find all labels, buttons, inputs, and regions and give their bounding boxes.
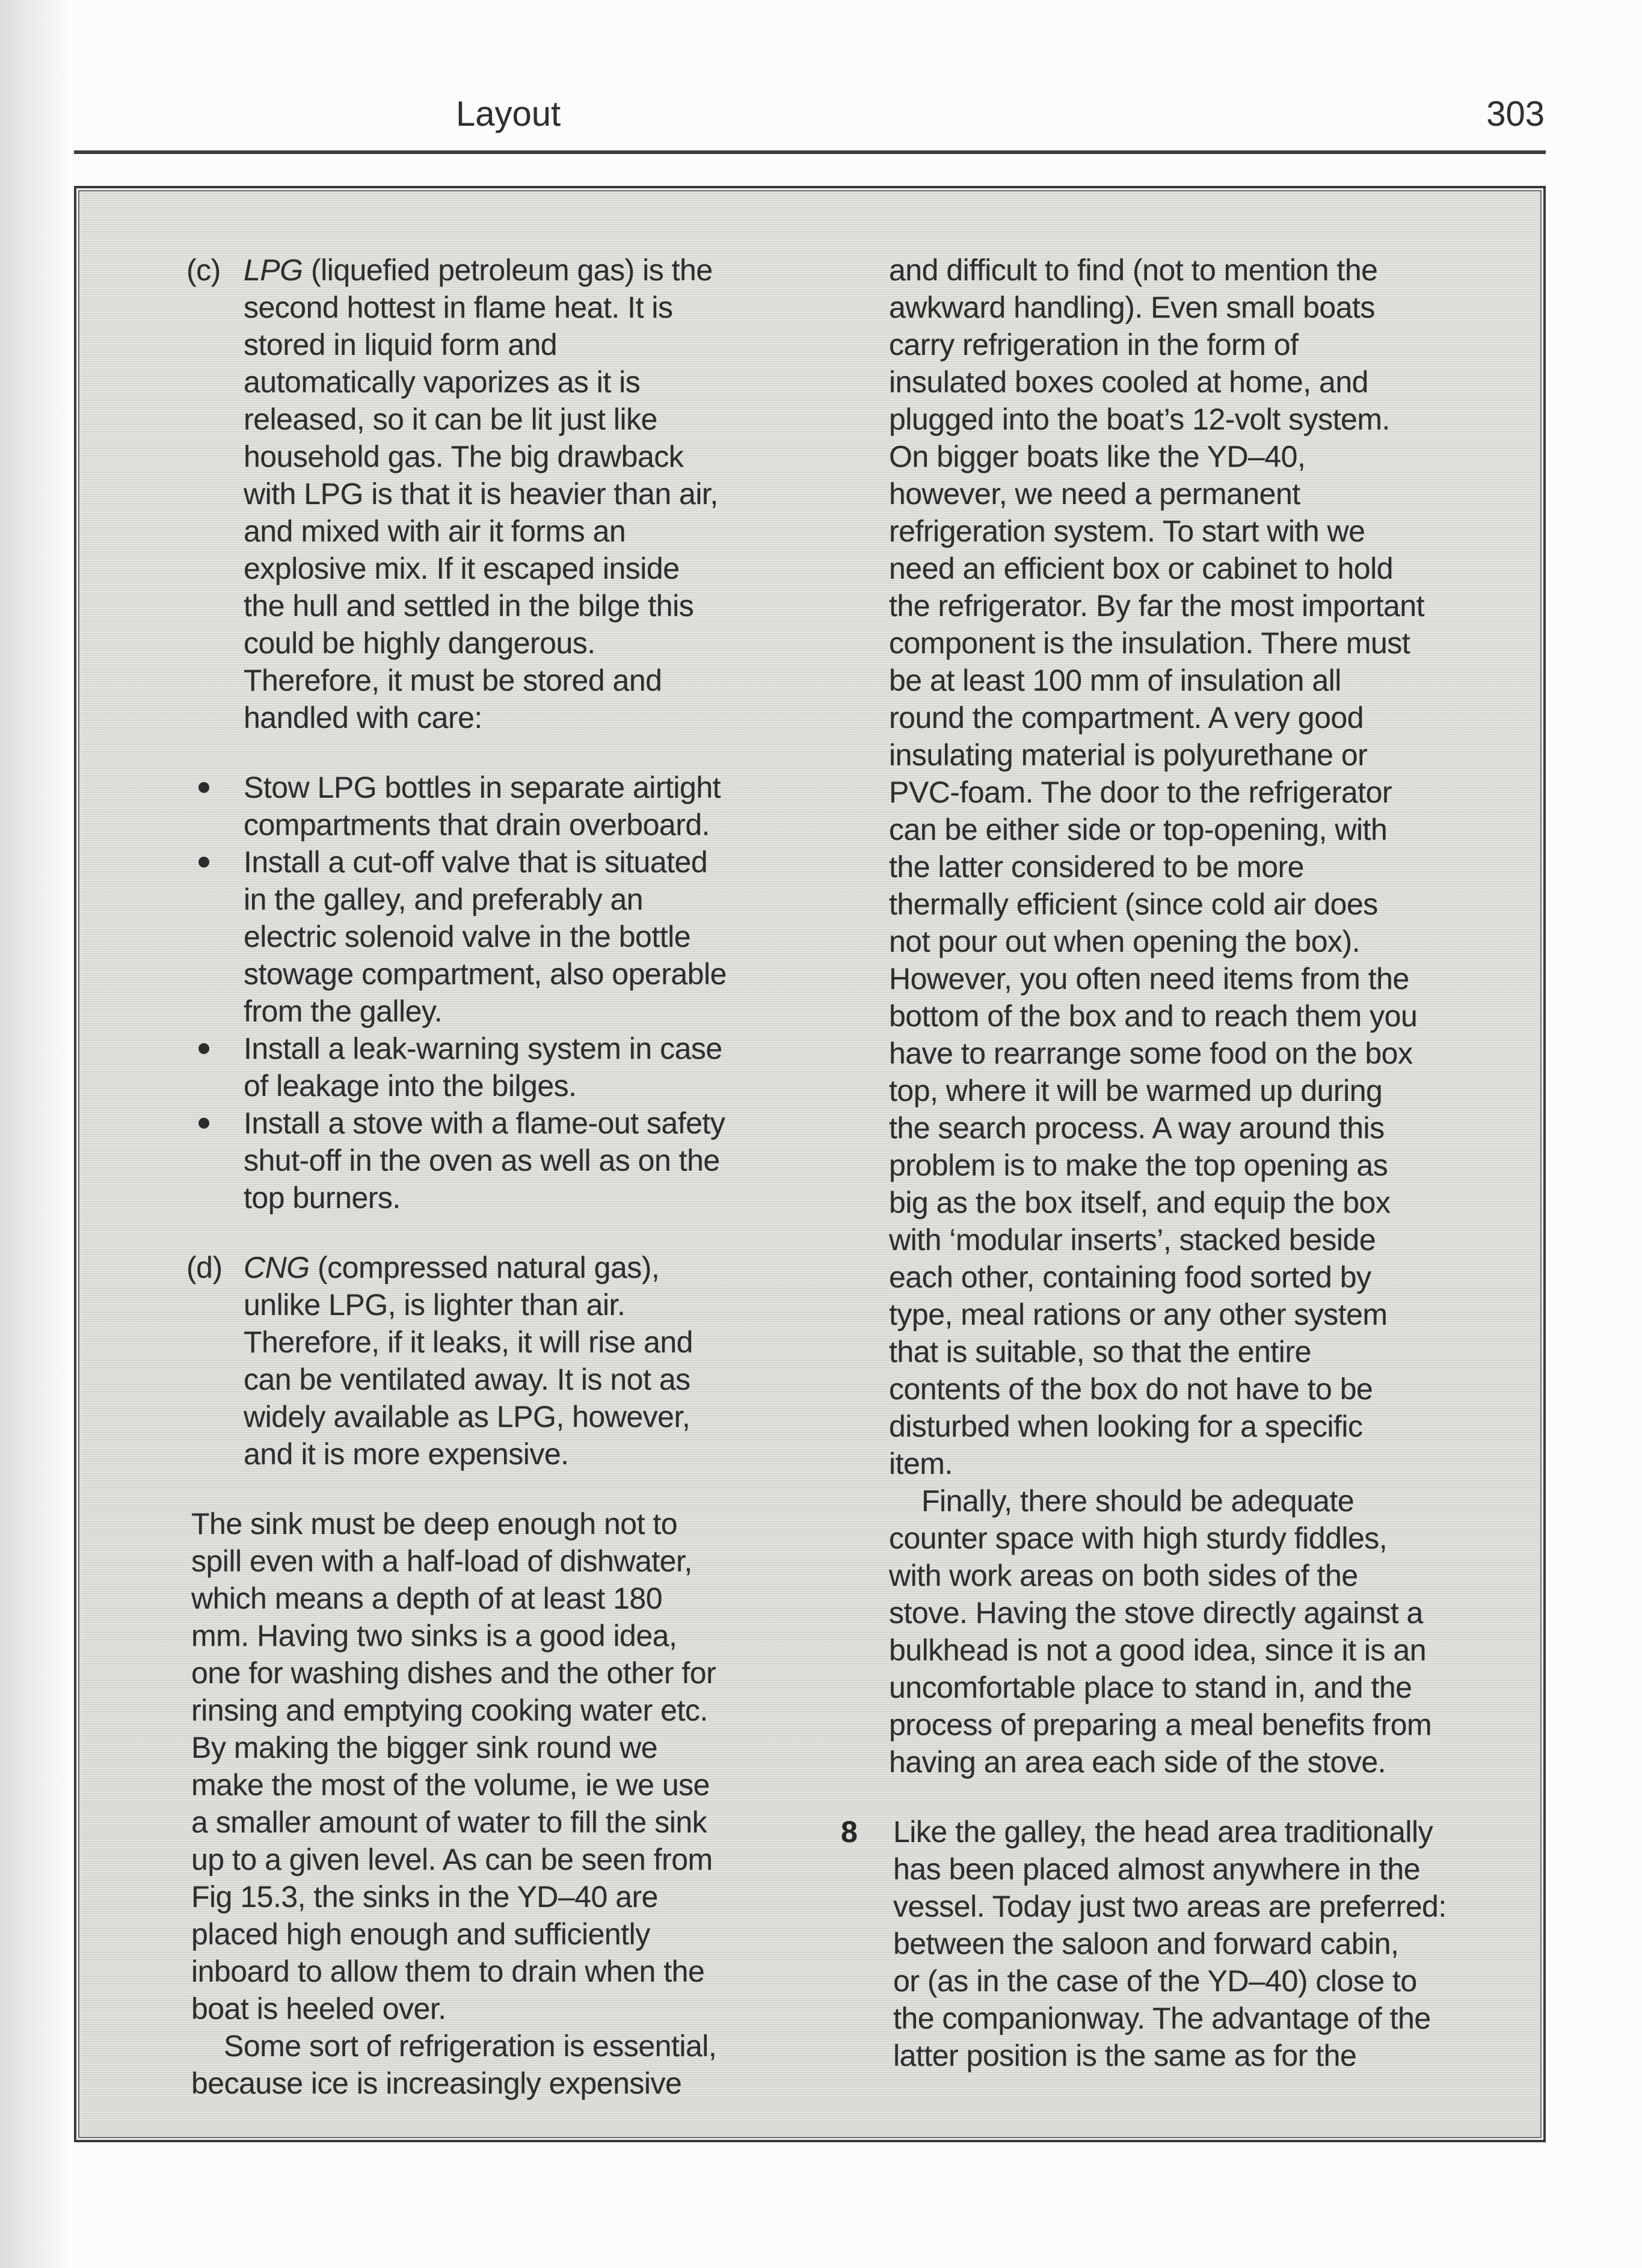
text-line bbox=[884, 923, 1540, 960]
bullet-icon bbox=[198, 1043, 209, 1054]
text-segment: in the galley, and preferably an bbox=[244, 883, 644, 916]
text-segment: with work areas on both sides of the bbox=[889, 1559, 1358, 1592]
text-segment: however, we need a permanent bbox=[889, 477, 1300, 511]
text-segment: second hottest in flame heat. It is bbox=[244, 291, 673, 324]
text-segment: or (as in the case of the YD–40) close to bbox=[893, 1964, 1417, 1998]
text-line bbox=[884, 662, 1540, 699]
text-segment: (compressed natural gas), bbox=[309, 1251, 660, 1284]
text-line bbox=[884, 774, 1540, 811]
text-segment: big as the box itself, and equip the box bbox=[889, 1186, 1391, 1219]
text-segment: stored in liquid form and bbox=[244, 328, 558, 362]
text-line bbox=[186, 1766, 866, 1804]
text-line bbox=[186, 1105, 866, 1142]
text-segment: electric solenoid valve in the bottle bbox=[244, 920, 691, 954]
text-line bbox=[186, 1654, 866, 1692]
text-segment: up to a given level. As can be seen from bbox=[191, 1843, 713, 1876]
text-line bbox=[884, 1035, 1540, 1072]
text-segment: a smaller amount of water to fill the sink bbox=[191, 1805, 707, 1839]
text-segment: placed high enough and sufficiently bbox=[191, 1917, 650, 1951]
text-line bbox=[884, 1888, 1540, 1925]
item-number: 8 bbox=[841, 1815, 858, 1849]
text-segment: Therefore, it must be stored and bbox=[244, 664, 662, 697]
text-line bbox=[186, 699, 866, 736]
text-segment: with LPG is that it is heavier than air, bbox=[244, 477, 718, 511]
bullet-icon bbox=[198, 1118, 209, 1129]
text-segment: rinsing and emptying cooking water etc. bbox=[191, 1693, 708, 1727]
text-segment: compartments that drain overboard. bbox=[244, 808, 710, 842]
header-rule bbox=[74, 150, 1546, 154]
text-segment: the latter considered to be more bbox=[889, 850, 1304, 884]
text-line bbox=[884, 1669, 1540, 1706]
italic-text: LPG bbox=[244, 253, 303, 287]
text-block-indent bbox=[884, 1482, 1540, 1781]
text-line bbox=[186, 587, 866, 624]
text-segment: top burners. bbox=[244, 1181, 401, 1215]
text-segment: Finally, there should be adequate bbox=[921, 1484, 1354, 1518]
text-line bbox=[884, 699, 1540, 736]
text-line bbox=[186, 1915, 866, 1953]
text-line bbox=[186, 1030, 866, 1067]
text-segment: PVC-foam. The door to the refrigerator bbox=[889, 775, 1392, 809]
text-line bbox=[186, 1841, 866, 1878]
text-segment: automatically vaporizes as it is bbox=[244, 365, 641, 399]
text-segment: household gas. The big drawback bbox=[244, 440, 684, 473]
text-line bbox=[884, 2000, 1540, 2037]
text-segment: which means a depth of at least 180 bbox=[191, 1582, 663, 1615]
text-segment: awkward handling). Even small boats bbox=[889, 291, 1375, 324]
text-line bbox=[186, 769, 866, 806]
text-line bbox=[884, 1370, 1540, 1408]
text-segment: that is suitable, so that the entire bbox=[889, 1335, 1311, 1369]
text-line bbox=[884, 251, 1540, 289]
text-line bbox=[186, 1142, 866, 1179]
content-box-inner bbox=[78, 190, 1542, 2138]
text-segment: not pour out when opening the box). bbox=[889, 925, 1361, 958]
text-line bbox=[186, 1435, 866, 1473]
text-line bbox=[884, 1333, 1540, 1370]
text-line bbox=[186, 251, 866, 289]
text-line bbox=[186, 550, 866, 587]
text-segment: the companionway. The advantage of the bbox=[893, 2001, 1431, 2035]
italic-text: CNG bbox=[244, 1251, 310, 1284]
column-right bbox=[841, 251, 1540, 2074]
text-segment: between the saloon and forward cabin, bbox=[893, 1927, 1399, 1961]
text-segment: Install a stove with a flame-out safety bbox=[244, 1106, 725, 1140]
text-segment: with ‘modular inserts’, stacked beside bbox=[889, 1223, 1376, 1257]
text-segment: shut-off in the oven as well as on the bbox=[244, 1144, 720, 1177]
text-segment: inboard to allow them to drain when the bbox=[191, 1955, 705, 1988]
text-line bbox=[186, 1692, 866, 1729]
text-segment: type, meal rations or any other system bbox=[889, 1298, 1388, 1331]
text-segment: from the galley. bbox=[244, 994, 443, 1028]
text-line bbox=[186, 326, 866, 363]
text-segment: because ice is increasingly expensive bbox=[191, 2066, 682, 2100]
text-line bbox=[884, 1408, 1540, 1445]
text-segment: Therefore, if it leaks, it will rise and bbox=[244, 1325, 693, 1359]
text-segment: boat is heeled over. bbox=[191, 1992, 446, 2026]
text-segment: stowage compartment, also operable bbox=[244, 957, 727, 991]
text-line bbox=[884, 475, 1540, 513]
text-segment: Fig 15.3, the sinks in the YD–40 are bbox=[191, 1880, 658, 1914]
text-line bbox=[186, 1617, 866, 1654]
text-line bbox=[186, 1249, 866, 1286]
text-block-flush bbox=[186, 1505, 866, 2027]
text-line bbox=[186, 2065, 866, 2102]
text-line bbox=[841, 1813, 1540, 1850]
bullet-icon bbox=[198, 857, 209, 867]
text-line bbox=[186, 955, 866, 993]
text-line bbox=[884, 848, 1540, 886]
text-segment: problem is to make the top opening as bbox=[889, 1148, 1388, 1182]
text-line bbox=[884, 1445, 1540, 1482]
content-box bbox=[74, 186, 1546, 2142]
text-segment: The sink must be deep enough not to bbox=[191, 1507, 678, 1541]
text-segment: of leakage into the bilges. bbox=[244, 1069, 577, 1103]
text-line bbox=[186, 513, 866, 550]
text-block-indent bbox=[186, 2027, 866, 2102]
text-line bbox=[884, 1221, 1540, 1259]
text-block-bullet bbox=[186, 1030, 866, 1105]
text-segment: explosive mix. If it escaped inside bbox=[244, 552, 680, 585]
list-label: (c) bbox=[186, 253, 221, 287]
text-segment: could be highly dangerous. bbox=[244, 626, 595, 660]
text-segment: refrigeration system. To start with we bbox=[889, 514, 1365, 548]
text-line bbox=[884, 438, 1540, 475]
text-segment: can be ventilated away. It is not as bbox=[244, 1363, 690, 1396]
text-line bbox=[884, 1184, 1540, 1221]
bullet-icon bbox=[198, 782, 209, 793]
text-segment: and mixed with air it forms an bbox=[244, 514, 626, 548]
text-line bbox=[884, 1520, 1540, 1557]
text-segment: need an efficient box or cabinet to hold bbox=[889, 552, 1394, 585]
text-segment: each other, containing food sorted by bbox=[889, 1260, 1371, 1294]
text-segment: plugged into the boat’s 12-volt system. bbox=[889, 402, 1390, 436]
text-segment: Stow LPG bottles in separate airtight bbox=[244, 771, 721, 804]
text-line bbox=[186, 1990, 866, 2027]
text-segment: widely available as LPG, however, bbox=[244, 1400, 690, 1434]
text-segment: disturbed when looking for a specific bbox=[889, 1410, 1363, 1443]
text-segment: Like the galley, the head area traditionally bbox=[893, 1815, 1433, 1849]
text-line bbox=[884, 326, 1540, 363]
text-line bbox=[884, 624, 1540, 662]
column-left bbox=[186, 251, 866, 2102]
text-segment: mm. Having two sinks is a good idea, bbox=[191, 1619, 677, 1653]
text-line bbox=[186, 1878, 866, 1915]
text-line bbox=[186, 1067, 866, 1105]
text-line bbox=[884, 1925, 1540, 1962]
text-line bbox=[186, 2027, 866, 2065]
text-line bbox=[884, 1557, 1540, 1594]
text-segment: spill even with a half-load of dishwater, bbox=[191, 1544, 692, 1578]
text-line bbox=[186, 918, 866, 955]
text-line bbox=[186, 1804, 866, 1841]
text-line bbox=[884, 1594, 1540, 1632]
text-segment: thermally efficient (since cold air does bbox=[889, 887, 1378, 921]
text-segment: handled with care: bbox=[244, 701, 482, 735]
text-segment: round the compartment. A very good bbox=[889, 701, 1364, 735]
text-line bbox=[884, 736, 1540, 774]
list-label: (d) bbox=[186, 1251, 223, 1284]
text-line bbox=[186, 401, 866, 438]
text-line bbox=[186, 1542, 866, 1580]
text-line bbox=[186, 1398, 866, 1435]
text-line bbox=[884, 513, 1540, 550]
text-segment: However, you often need items from the bbox=[889, 962, 1409, 996]
text-segment: contents of the box do not have to be bbox=[889, 1372, 1373, 1406]
text-line bbox=[884, 1109, 1540, 1147]
text-segment: (liquefied petroleum gas) is the bbox=[303, 253, 713, 287]
text-line bbox=[884, 1632, 1540, 1669]
text-line bbox=[186, 1729, 866, 1766]
text-line bbox=[186, 993, 866, 1030]
text-block-bullet bbox=[186, 843, 866, 1030]
text-segment: having an area each side of the stove. bbox=[889, 1745, 1386, 1779]
text-line bbox=[186, 438, 866, 475]
text-line bbox=[884, 363, 1540, 401]
text-segment: and it is more expensive. bbox=[244, 1437, 569, 1471]
text-line bbox=[884, 2037, 1540, 2074]
text-segment: have to rearrange some food on the box bbox=[889, 1037, 1413, 1070]
text-segment: component is the insulation. There must bbox=[889, 626, 1410, 660]
text-line bbox=[884, 550, 1540, 587]
text-line bbox=[884, 1706, 1540, 1743]
text-segment: counter space with high sturdy fiddles, bbox=[889, 1521, 1388, 1555]
text-line bbox=[884, 1743, 1540, 1781]
text-segment: unlike LPG, is lighter than air. bbox=[244, 1288, 626, 1322]
text-line bbox=[884, 401, 1540, 438]
text-line bbox=[884, 811, 1540, 848]
text-line bbox=[186, 1324, 866, 1361]
text-line bbox=[884, 1850, 1540, 1888]
text-segment: the search process. A way around this bbox=[889, 1111, 1385, 1145]
text-line bbox=[186, 881, 866, 918]
text-line bbox=[186, 289, 866, 326]
text-segment: top, where it will be warmed up during bbox=[889, 1074, 1383, 1108]
text-block-flush bbox=[884, 251, 1540, 1482]
text-segment: insulated boxes cooled at home, and bbox=[889, 365, 1368, 399]
text-segment: be at least 100 mm of insulation all bbox=[889, 664, 1341, 697]
text-segment: has been placed almost anywhere in the bbox=[893, 1852, 1421, 1886]
text-line bbox=[884, 1147, 1540, 1184]
text-segment: On bigger boats like the YD–40, bbox=[889, 440, 1306, 473]
text-block-bullet bbox=[186, 769, 866, 843]
text-segment: Install a leak-warning system in case bbox=[244, 1032, 722, 1065]
text-segment: item. bbox=[889, 1447, 953, 1481]
text-block-bullet bbox=[186, 1105, 866, 1216]
text-segment: By making the bigger sink round we bbox=[191, 1731, 658, 1764]
text-block-numbered bbox=[841, 1813, 1540, 2074]
text-segment: the hull and settled in the bilge this bbox=[244, 589, 694, 623]
text-line bbox=[186, 1953, 866, 1990]
text-line bbox=[186, 662, 866, 699]
text-block-labeled bbox=[186, 251, 866, 736]
text-segment: can be either side or top-opening, with bbox=[889, 813, 1388, 846]
text-segment: stove. Having the stove directly against a bbox=[889, 1596, 1423, 1630]
text-line bbox=[186, 475, 866, 513]
page-header bbox=[0, 90, 1642, 138]
text-segment: and difficult to find (not to mention the bbox=[889, 253, 1378, 287]
text-line bbox=[884, 886, 1540, 923]
text-line bbox=[884, 1259, 1540, 1296]
text-line bbox=[884, 1482, 1540, 1520]
text-line bbox=[186, 624, 866, 662]
text-segment: the refrigerator. By far the most important bbox=[889, 589, 1424, 623]
text-segment: vessel. Today just two areas are preferred: bbox=[893, 1890, 1447, 1923]
text-line bbox=[884, 960, 1540, 997]
text-segment: uncomfortable place to stand in, and the bbox=[889, 1671, 1412, 1704]
text-line bbox=[186, 1505, 866, 1542]
text-segment: insulating material is polyurethane or bbox=[889, 738, 1368, 772]
text-line bbox=[884, 289, 1540, 326]
text-segment: process of preparing a meal benefits from bbox=[889, 1708, 1432, 1742]
text-segment: bottom of the box and to reach them you bbox=[889, 999, 1418, 1033]
text-line bbox=[186, 363, 866, 401]
text-line bbox=[884, 997, 1540, 1035]
text-segment: carry refrigeration in the form of bbox=[889, 328, 1299, 362]
text-line bbox=[884, 1296, 1540, 1333]
text-line bbox=[186, 843, 866, 881]
text-segment: one for washing dishes and the other for bbox=[191, 1656, 716, 1690]
page-title: Layout bbox=[456, 94, 561, 134]
page-number: 303 bbox=[1486, 94, 1545, 134]
text-line bbox=[884, 1962, 1540, 2000]
text-segment: released, so it can be lit just like bbox=[244, 402, 657, 436]
text-segment: make the most of the volume, ie we use bbox=[191, 1768, 710, 1802]
text-line bbox=[884, 1072, 1540, 1109]
text-segment: latter position is the same as for the bbox=[893, 2039, 1357, 2072]
text-segment: bulkhead is not a good idea, since it is an bbox=[889, 1633, 1427, 1667]
text-segment: Install a cut-off valve that is situated bbox=[244, 845, 708, 879]
scan-edge-shading bbox=[0, 0, 72, 2268]
text-line bbox=[884, 587, 1540, 624]
text-block-labeled bbox=[186, 1249, 866, 1473]
text-segment: Some sort of refrigeration is essential, bbox=[224, 2029, 717, 2063]
text-line bbox=[186, 1286, 866, 1324]
text-line bbox=[186, 1179, 866, 1216]
text-line bbox=[186, 1361, 866, 1398]
text-line bbox=[186, 806, 866, 843]
text-line bbox=[186, 1580, 866, 1617]
